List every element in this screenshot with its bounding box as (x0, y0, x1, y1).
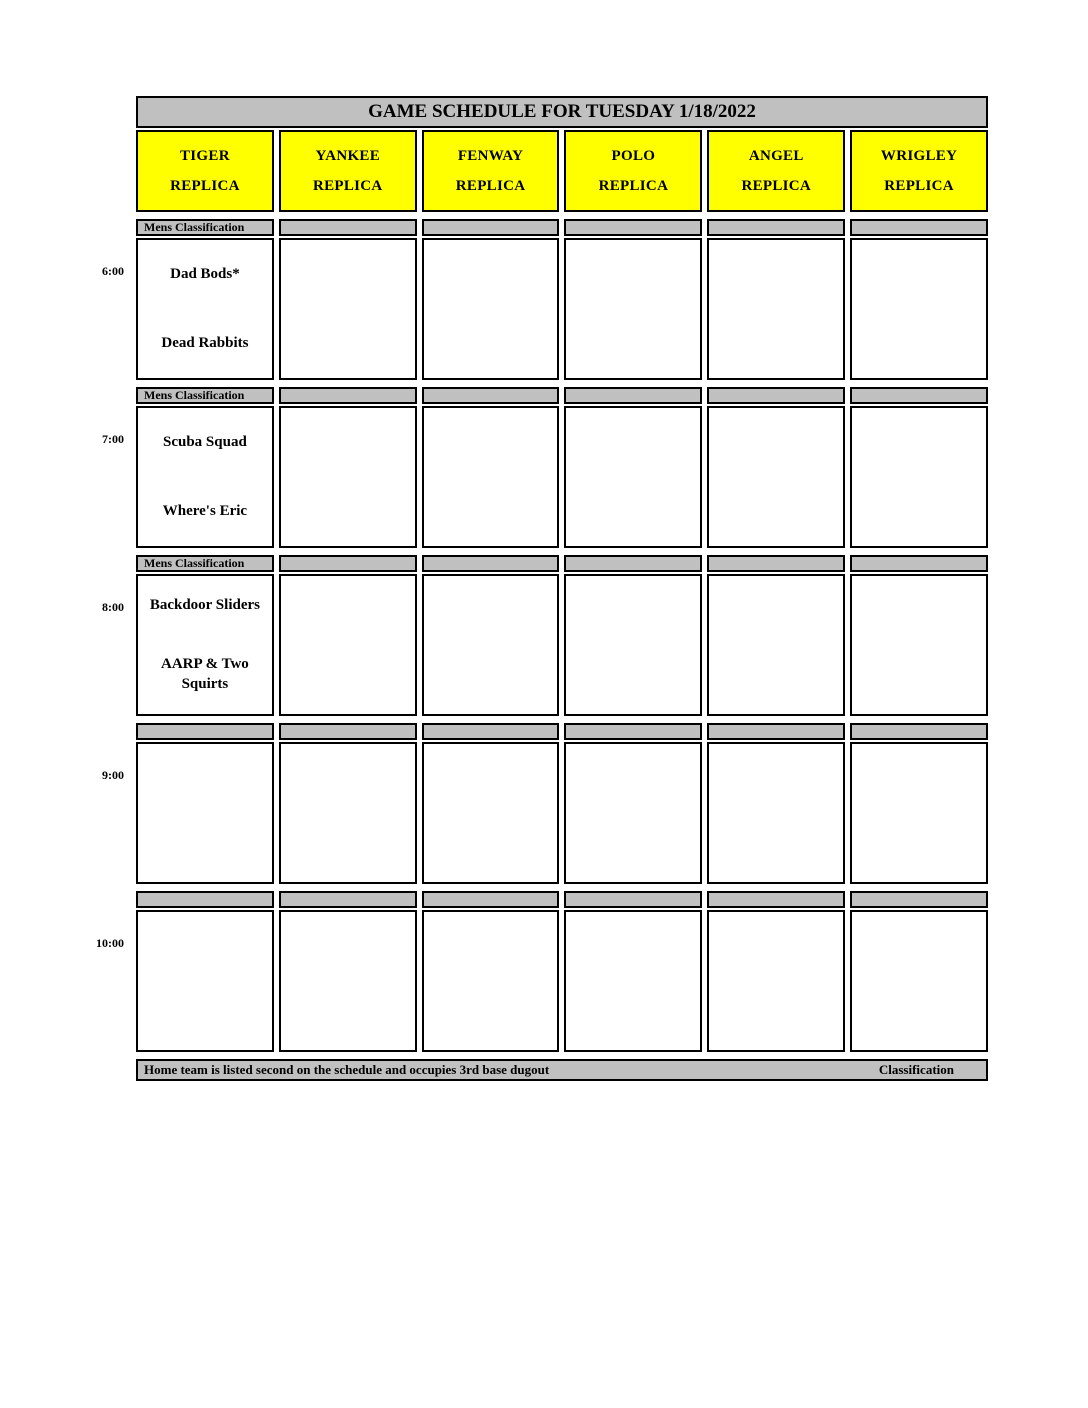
game-row (96, 910, 988, 1052)
game-cell (850, 406, 988, 548)
footer-note: Home team is listed second on the schedule and occupies 3rd base dugout (144, 1062, 550, 1077)
strip-cell (850, 723, 988, 740)
game-cell (564, 406, 702, 548)
field-sub: REPLICA (455, 177, 526, 194)
game-cell (136, 574, 274, 716)
game-cell (136, 238, 274, 380)
strip-cell (850, 891, 988, 908)
strip-cell (564, 555, 702, 572)
classification-label-cell: Mens Classification (136, 219, 274, 236)
game-cell (850, 742, 988, 884)
away-team: Dad Bods* (170, 266, 240, 283)
game-cell (279, 406, 417, 548)
strip-cell (850, 387, 988, 404)
game-row (102, 238, 988, 380)
field-name: FENWAY (457, 147, 524, 164)
home-team: Where's Eric (162, 503, 248, 520)
field-sub: REPLICA (741, 177, 812, 194)
game-cell (564, 742, 702, 884)
strip-cell (279, 723, 417, 740)
game-cell (279, 238, 417, 380)
strip-cell (564, 219, 702, 236)
game-cell (136, 742, 274, 884)
classification-strip (136, 723, 988, 740)
strip-cell (422, 891, 560, 908)
away-team: Backdoor Sliders (149, 597, 260, 614)
column-header-angel (707, 130, 845, 212)
strip-cell (422, 723, 560, 740)
time-label: 8:00 (102, 600, 124, 614)
strip-cell (564, 723, 702, 740)
column-header-yankee (279, 130, 417, 212)
game-cell (564, 574, 702, 716)
game-cell (136, 406, 274, 548)
game-row (102, 742, 988, 884)
game-cell (850, 238, 988, 380)
classification-label-cell (136, 891, 274, 908)
strip-cell (707, 219, 845, 236)
column-headers (136, 130, 988, 212)
strip-cell (707, 891, 845, 908)
strip-cell (279, 891, 417, 908)
game-cell (422, 238, 560, 380)
game-cell (707, 238, 845, 380)
field-sub: REPLICA (312, 177, 383, 194)
time-label: 6:00 (102, 264, 124, 278)
time-label: 10:00 (96, 936, 124, 950)
classification-strip (136, 219, 988, 236)
strip-cell (279, 387, 417, 404)
strip-cell (564, 891, 702, 908)
game-row (102, 574, 988, 716)
column-header-polo (564, 130, 702, 212)
game-cell (422, 574, 560, 716)
game-cell (422, 406, 560, 548)
classification-strip (136, 387, 988, 404)
field-name: POLO (611, 147, 656, 164)
strip-cell (707, 723, 845, 740)
strip-cell (707, 555, 845, 572)
game-cell (564, 238, 702, 380)
strip-cell (707, 387, 845, 404)
field-sub: REPLICA (170, 177, 240, 194)
game-row (102, 406, 988, 548)
field-name: WRIGLEY (880, 147, 958, 164)
game-cell (422, 742, 560, 884)
game-cell (850, 910, 988, 1052)
game-cell (279, 574, 417, 716)
classification-strip (136, 891, 988, 908)
strip-cell (422, 219, 560, 236)
game-cell (707, 742, 845, 884)
game-cell (279, 742, 417, 884)
game-cell (136, 910, 274, 1052)
game-cell (707, 574, 845, 716)
field-name: YANKEE (315, 147, 381, 164)
strip-cell (850, 555, 988, 572)
column-header-wrigley (850, 130, 988, 212)
strip-cell (279, 219, 417, 236)
slot-rows (96, 219, 988, 1052)
game-cell (564, 910, 702, 1052)
footer-classification-label: Classification (878, 1062, 954, 1077)
column-header-fenway (422, 130, 560, 212)
game-cell (422, 910, 560, 1052)
game-cell (707, 910, 845, 1052)
classification-strip (136, 555, 988, 572)
strip-cell (279, 555, 417, 572)
page-title: GAME SCHEDULE FOR TUESDAY 1/18/2022 (136, 96, 988, 128)
classification-label-cell (136, 723, 274, 740)
game-cell (279, 910, 417, 1052)
field-name: TIGER (179, 147, 230, 164)
strip-cell (564, 387, 702, 404)
classification-label-cell: Mens Classification (136, 387, 274, 404)
time-label: 9:00 (102, 768, 124, 782)
home-team: Dead Rabbits (161, 335, 249, 352)
classification-label-cell: Mens Classification (136, 555, 274, 572)
game-cell (707, 406, 845, 548)
field-sub: REPLICA (598, 177, 669, 194)
footer-bar (136, 1059, 988, 1081)
home-team: AARP & Two Squirts (161, 656, 249, 693)
game-cell (850, 574, 988, 716)
away-team: Scuba Squad (163, 434, 247, 451)
field-name: ANGEL (748, 147, 804, 164)
strip-cell (422, 555, 560, 572)
time-label: 7:00 (102, 432, 124, 446)
strip-cell (422, 387, 560, 404)
schedule-table (96, 96, 988, 1081)
strip-cell (850, 219, 988, 236)
field-sub: REPLICA (884, 177, 954, 194)
column-header-tiger (136, 130, 274, 212)
